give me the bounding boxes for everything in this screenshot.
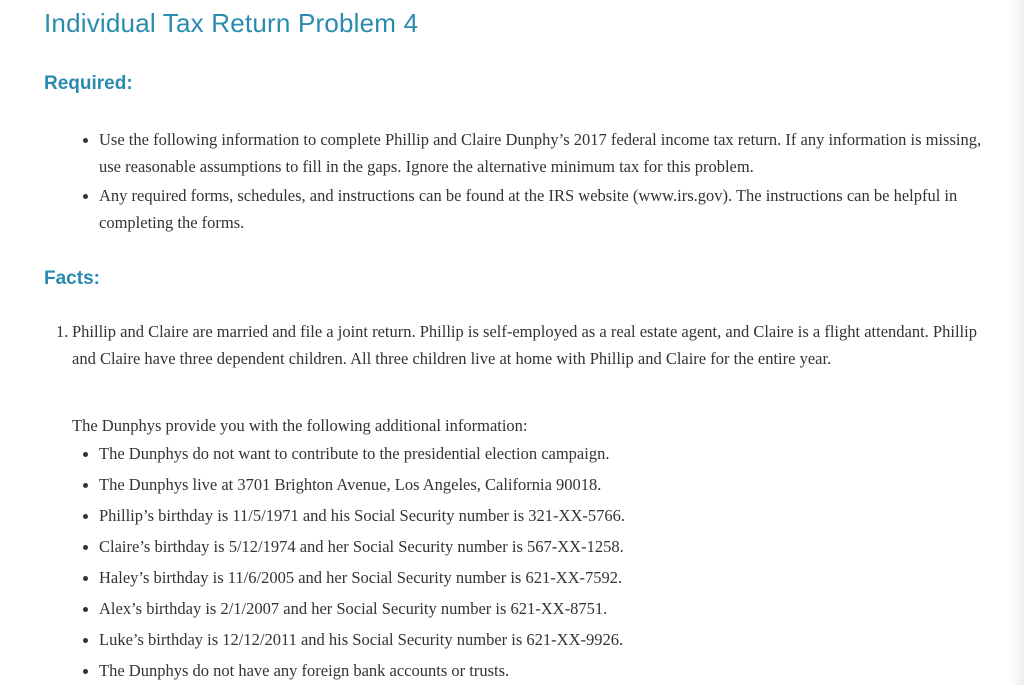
info-item: Luke’s birthday is 12/12/2011 and his Social Security number is 621-XX-9926.: [72, 624, 625, 655]
facts-heading: Facts:: [44, 268, 100, 289]
info-item: The Dunphys live at 3701 Brighton Avenue, Los Angeles, California 90018.: [72, 469, 625, 500]
scroll-edge-shadow: [1010, 0, 1024, 685]
fact-text: Phillip and Claire are married and file a joint return. Phillip is self-employed as a real estate agent, and Claire is a flight attendant. Phillip and Claire have three dependent children. All three children live at home with Phillip and Claire for the entire year.: [72, 322, 977, 368]
fact-item-1: [56, 318, 991, 372]
page-title: Individual Tax Return Problem 4: [44, 8, 419, 38]
info-item: The Dunphys do not have any foreign bank accounts or trusts.: [72, 655, 625, 686]
info-item: Haley’s birthday is 11/6/2005 and her Social Security number is 621-XX-7592.: [72, 562, 625, 593]
required-item: Use the following information to complete Phillip and Claire Dunphy’s 2017 federal income tax return. If any information is missing, use reasonable assumptions to fill in the gaps. Ignore the alternative minimum tax for this problem.: [72, 126, 982, 180]
info-item: Alex’s birthday is 2/1/2007 and her Social Security number is 621-XX-8751.: [72, 593, 625, 624]
info-item: Claire’s birthday is 5/12/1974 and her Social Security number is 567-XX-1258.: [72, 531, 625, 562]
info-item: Phillip’s birthday is 11/5/1971 and his Social Security number is 321-XX-5766.: [72, 500, 625, 531]
facts-intro: The Dunphys provide you with the following additional information:: [72, 416, 528, 435]
info-item: The Dunphys do not want to contribute to the presidential election campaign.: [72, 438, 625, 469]
fact-number: 1.: [56, 322, 69, 341]
facts-list: [56, 318, 991, 372]
required-list: [72, 126, 982, 238]
additional-info-list: [72, 438, 625, 686]
required-heading: Required:: [44, 73, 133, 94]
required-item: Any required forms, schedules, and instructions can be found at the IRS website (www.irs.gov). The instructions can be helpful in completing the forms.: [72, 182, 982, 236]
